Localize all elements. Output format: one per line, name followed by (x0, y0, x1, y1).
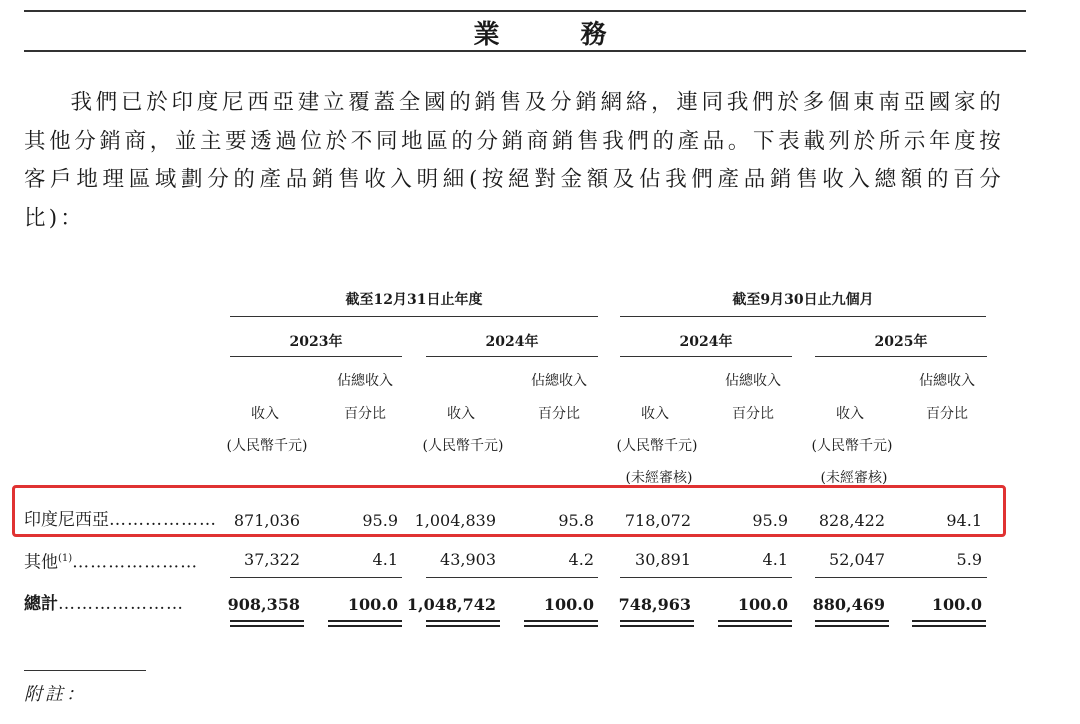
col-pct-unit: 百分比 (344, 406, 386, 422)
col-pct-label: 佔總收入 (337, 373, 393, 389)
total-double-rule (230, 620, 304, 622)
col-unaudited-note: (未經審核) (625, 470, 693, 486)
col-pct-unit: 百分比 (538, 406, 580, 422)
col-revenue-unit: (人民幣千元) (811, 438, 893, 454)
cell-value: 94.1 (946, 511, 982, 530)
cell-value: 30,891 (635, 550, 691, 569)
subtotal-rule (815, 577, 987, 578)
footnote-marker: (1) (58, 553, 73, 564)
row-label-text: 其他 (24, 552, 58, 573)
year-header-2024: 2024年 (485, 334, 539, 350)
year-rule-2023 (230, 356, 402, 357)
period-rule-fy (230, 316, 598, 317)
cell-value: 100.0 (543, 595, 594, 614)
total-double-rule (620, 620, 694, 622)
col-pct-unit: 百分比 (732, 406, 774, 422)
row-leader-dots: ………………… (58, 594, 184, 614)
total-double-rule (718, 620, 792, 622)
col-revenue-label: 收入 (836, 406, 864, 422)
col-revenue-label: 收入 (251, 406, 279, 422)
intro-paragraph (24, 84, 1004, 238)
row-label-indonesia (24, 510, 217, 530)
cell-value: 4.2 (568, 550, 594, 569)
col-revenue-unit: (人民幣千元) (422, 438, 504, 454)
subtotal-rule (230, 577, 402, 578)
total-double-rule (524, 625, 598, 627)
cell-value: 100.0 (931, 595, 982, 614)
year-header-2024-9m: 2024年 (679, 334, 733, 350)
cell-value: 828,422 (818, 511, 885, 530)
col-unaudited-note: (未經審核) (820, 470, 888, 486)
col-revenue-unit: (人民幣千元) (226, 438, 308, 454)
total-double-rule (815, 625, 889, 627)
row-label-others (24, 549, 198, 573)
total-double-rule (426, 620, 500, 622)
cell-value: 908,358 (227, 595, 300, 614)
total-double-rule (328, 625, 402, 627)
year-header-2023: 2023年 (289, 334, 343, 350)
cell-value: 100.0 (737, 595, 788, 614)
intro-paragraph-text: 我們已於印度尼西亞建立覆蓋全國的銷售及分銷網絡，連同我們於多個東南亞國家的其他分銷商，並主要透過位於不同地區的分銷商銷售我們的產品。下表載列於所示年度按客戶地理區域劃分的產品銷售收入明細(按絕對金額及佔我們產品銷售收入總額的百分比)： (24, 90, 1004, 231)
cell-value: 95.9 (752, 511, 788, 530)
period-rule-9m (620, 316, 986, 317)
col-pct-label: 佔總收入 (531, 373, 587, 389)
cell-value: 95.8 (558, 511, 594, 530)
cell-value: 43,903 (440, 550, 496, 569)
row-leader-dots: ………………… (72, 552, 199, 573)
total-double-rule (328, 620, 402, 622)
cell-value: 37,322 (244, 550, 300, 569)
period-header-9m: 截至9月30日止九個月 (732, 292, 874, 308)
header-rule-bottom (24, 50, 1026, 52)
subtotal-rule (426, 577, 598, 578)
cell-value: 748,963 (618, 595, 691, 614)
col-revenue-unit: (人民幣千元) (616, 438, 698, 454)
total-double-rule (426, 625, 500, 627)
cell-value: 871,036 (233, 511, 300, 530)
total-double-rule (524, 620, 598, 622)
cell-value: 4.1 (372, 550, 398, 569)
cell-value: 880,469 (812, 595, 885, 614)
total-double-rule (620, 625, 694, 627)
cell-value: 5.9 (956, 550, 982, 569)
cell-value: 1,004,839 (414, 511, 496, 530)
col-pct-label: 佔總收入 (725, 373, 781, 389)
cell-value: 718,072 (624, 511, 691, 530)
row-label-total (24, 594, 184, 614)
cell-value: 1,048,742 (406, 595, 496, 614)
total-double-rule (912, 625, 986, 627)
footnote-label: 附註： (24, 684, 87, 705)
year-rule-2024-9m (620, 356, 792, 357)
col-revenue-label: 收入 (447, 406, 475, 422)
total-double-rule (815, 620, 889, 622)
year-rule-2025-9m (815, 356, 987, 357)
row-label-text: 總計 (24, 594, 58, 614)
cell-value: 100.0 (347, 595, 398, 614)
year-header-2025-9m: 2025年 (874, 334, 928, 350)
period-header-fy: 截至12月31日止年度 (345, 292, 483, 308)
col-pct-unit: 百分比 (926, 406, 968, 422)
year-rule-2024 (426, 356, 598, 357)
col-pct-label: 佔總收入 (919, 373, 975, 389)
total-double-rule (718, 625, 792, 627)
section-title: 業 務 (473, 20, 643, 50)
col-revenue-label: 收入 (641, 406, 669, 422)
cell-value: 95.9 (362, 511, 398, 530)
subtotal-rule (620, 577, 792, 578)
row-leader-dots: ……………… (109, 510, 217, 530)
cell-value: 4.1 (762, 550, 788, 569)
total-double-rule (912, 620, 986, 622)
row-label-text: 印度尼西亞 (24, 510, 109, 530)
footnote-rule (24, 670, 146, 671)
cell-value: 52,047 (829, 550, 885, 569)
total-double-rule (230, 625, 304, 627)
header-rule-top (24, 10, 1026, 12)
